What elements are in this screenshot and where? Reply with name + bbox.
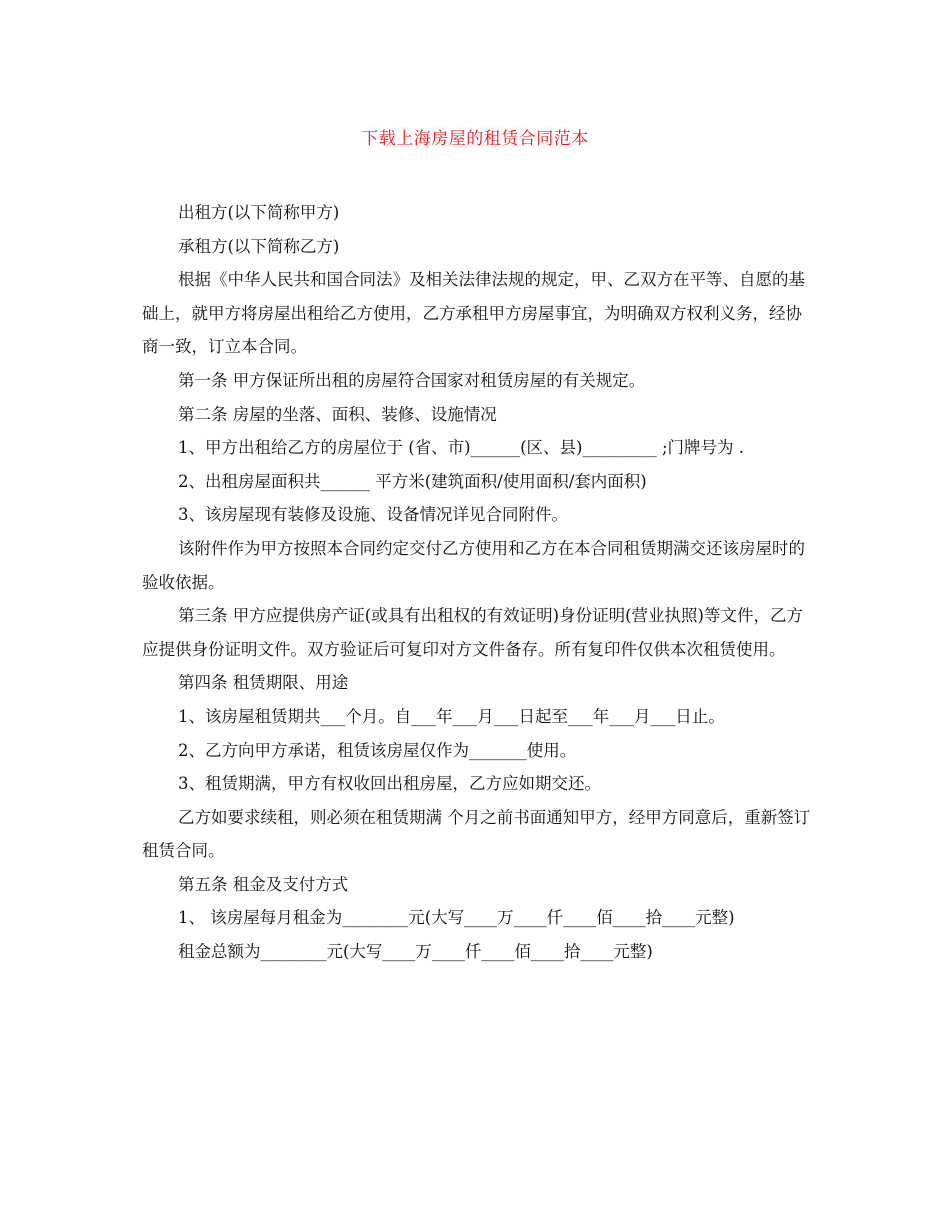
paragraph: 承租方(以下简称乙方): [178, 236, 340, 256]
paragraph: 根据《中华人民共和国合同法》及相关法律法规的规定，甲、乙双方在平等、自愿的基础上，就甲方将房屋出租给乙方使用，乙方承租甲方房屋事宜，为明确双方权利义务，经协商一致，订立本合同。: [142, 270, 805, 357]
document-body: [142, 196, 812, 969]
paragraph: 3、租赁期满，甲方有权收回出租房屋，乙方应如期交还。: [178, 774, 601, 794]
paragraph: 1、该房屋租赁期共___个月。自___年___月___日起至___年___月___日止。: [178, 706, 725, 726]
paragraph: 第二条 房屋的坐落、面积、装修、设施情况: [178, 404, 497, 424]
paragraph: 乙方如要求续租，则必须在租赁期满 个月之前书面通知甲方，经甲方同意后，重新签订租赁合同。: [142, 807, 811, 861]
document-title: 下载上海房屋的租赁合同范本: [361, 129, 589, 149]
paragraph: 1、甲方出租给乙方的房屋位于 (省、市)______(区、县)_________ ;门牌号为 .: [178, 438, 745, 458]
paragraph: 第四条 租赁期限、用途: [178, 673, 349, 693]
paragraph: 1、 该房屋每月租金为________元(大写____万____仟____佰____拾____元整): [178, 908, 735, 928]
paragraph: 出租方(以下简称甲方): [178, 203, 340, 222]
paragraph: 3、该房屋现有装修及设施、设备情况详见合同附件。: [178, 505, 568, 525]
paragraph: 第一条 甲方保证所出租的房屋符合国家对租赁房屋的有关规定。: [178, 370, 646, 390]
paragraph: 租金总额为________元(大写____万____仟____佰____拾____元整): [178, 942, 653, 962]
paragraph: 第五条 租金及支付方式: [178, 874, 349, 894]
paragraph: 第三条 甲方应提供房产证(或具有出租权的有效证明)身份证明(营业执照)等文件，乙方应提供身份证明文件。双方验证后可复印对方文件备存。所有复印件仅供本次租赁使用。: [142, 606, 803, 659]
paragraph: 2、乙方向甲方承诺，租赁该房屋仅作为_______使用。: [178, 740, 577, 760]
paragraph: 该附件作为甲方按照本合同约定交付乙方使用和乙方在本合同租赁期满交还该房屋时的验收依据。: [142, 538, 805, 592]
paragraph: 2、出租房屋面积共______ 平方米(建筑面积/使用面积/套内面积): [178, 471, 647, 491]
